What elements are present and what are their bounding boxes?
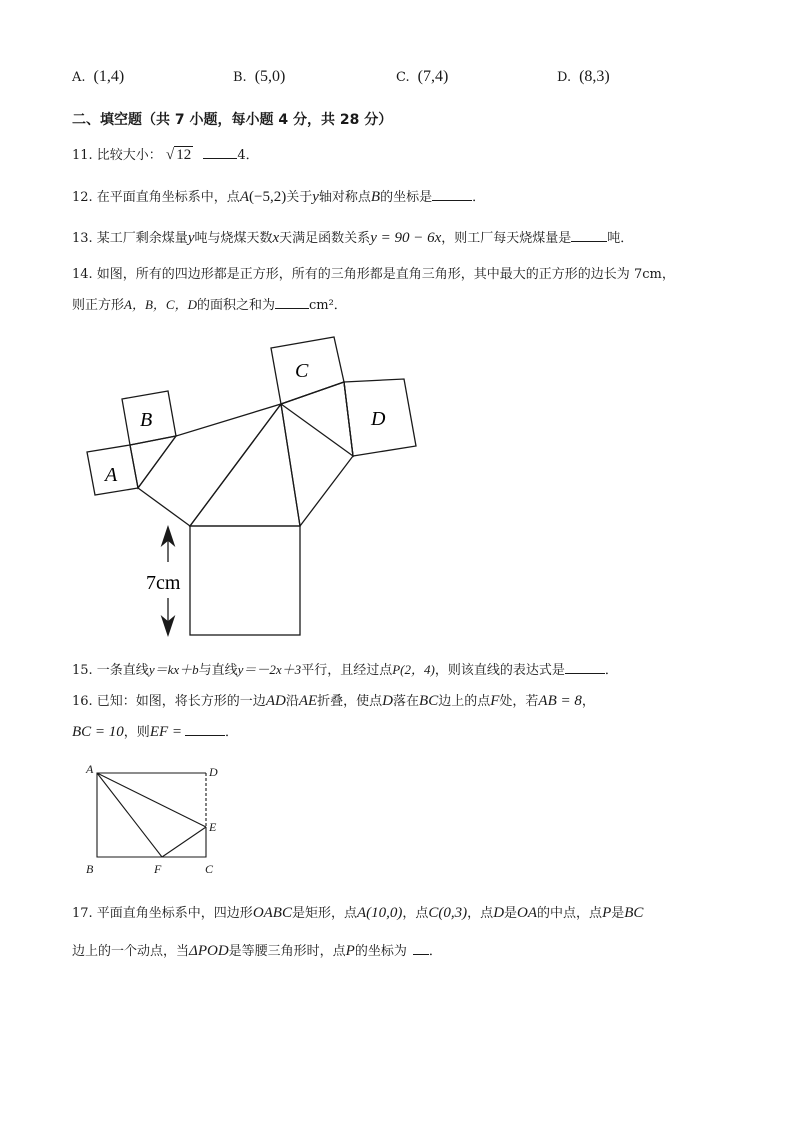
- q15-b: 与直线: [198, 663, 238, 678]
- option-d-value: (8,3): [579, 68, 610, 85]
- segment-fe: [162, 827, 206, 857]
- rectangle-solid: [97, 773, 206, 857]
- question-16-line-2: [72, 723, 238, 742]
- segment-af: [97, 773, 162, 857]
- q14-line2-a: 则正方形: [72, 298, 125, 313]
- q17-line1-g: 是: [611, 906, 625, 921]
- q16-ab: AB = 8: [538, 693, 582, 709]
- q12-coords: (−5,2): [248, 189, 287, 205]
- fig16-label-b: B: [86, 862, 94, 876]
- left-medium-square: [138, 404, 281, 526]
- section-title: 二、填空题（共 7 小题，每小题 4 分，共 28 分）: [72, 112, 393, 128]
- radical-sign-icon: √: [165, 147, 175, 163]
- q14-unit: cm²．: [308, 298, 347, 313]
- q13-blank: [571, 229, 607, 242]
- option-a-letter: A.: [72, 70, 86, 85]
- big-square: [190, 526, 300, 635]
- q14-line2-b: 的面积之和为: [196, 298, 275, 313]
- q15-c: 平行，且经过点: [301, 663, 393, 678]
- q16-line1-a: 16. 已知：如图，将长方形的一边: [72, 694, 266, 709]
- label-d: D: [371, 408, 386, 430]
- q16-line1-d: 落在: [393, 694, 420, 709]
- q13-x: x: [272, 230, 280, 246]
- fig16-label-c: C: [205, 862, 214, 876]
- q13-d: ，则工厂每天烧煤量是: [441, 231, 572, 246]
- q15-eq1: y＝kx＋b: [148, 662, 199, 677]
- q11-blank: [203, 146, 237, 159]
- q17-bc: BC: [624, 905, 644, 921]
- q15-eq2: y＝－2x＋3: [237, 662, 302, 677]
- q12-axis: y: [312, 189, 319, 205]
- q17-line1-b: 是矩形，点: [291, 906, 357, 921]
- q16-ad: AD: [265, 693, 286, 709]
- question-15: [72, 661, 618, 680]
- option-c-letter: C.: [396, 70, 410, 85]
- option-d-letter: D.: [557, 70, 572, 85]
- q17-oa: OA: [517, 905, 538, 921]
- q13-c: 天满足函数关系: [279, 231, 371, 246]
- q17-line2-b: 是等腰三角形时，点: [228, 944, 346, 959]
- question-13: [72, 229, 633, 248]
- fold-line-ae: [97, 773, 206, 827]
- q15-blank: [565, 661, 605, 674]
- q12-a: 12. 在平面直角坐标系中，点: [72, 190, 240, 205]
- option-b: [233, 68, 285, 86]
- q16-line1-b: 沿: [285, 694, 299, 709]
- q15-pt: P(2，4): [392, 662, 435, 677]
- q16-line1-c: 折叠，使点: [317, 694, 383, 709]
- q14-letters: A，B，C，D: [124, 297, 197, 312]
- figure-14: [80, 335, 425, 647]
- q11-tail: 4．: [237, 148, 259, 163]
- q13-formula: y = 90 − 6x: [370, 230, 442, 246]
- q12-pt2: B: [370, 189, 381, 205]
- q11-text: 11. 比较大小：: [72, 148, 162, 163]
- label-a: A: [105, 464, 118, 486]
- q12-blank: [432, 188, 472, 201]
- q16-bc: BC: [419, 693, 439, 709]
- question-14-line-1: 14. 如图，所有的四边形都是正方形，所有的三角形都是直角三角形，其中最大的正方形的边长为 7cm，: [72, 267, 675, 282]
- q17-a: A(10,0): [357, 905, 403, 921]
- figure-16: [80, 760, 230, 882]
- question-17-line-1: [72, 904, 643, 923]
- q16-ae: AE: [298, 693, 318, 709]
- right-medium-square: [281, 382, 353, 526]
- q14-blank: [275, 296, 309, 309]
- q17-line1-d: ，点: [467, 906, 494, 921]
- q12-end: ．: [472, 190, 486, 205]
- q16-bc-value: BC = 10: [72, 724, 124, 740]
- q13-y: y: [187, 230, 195, 246]
- fig16-label-f: F: [154, 862, 162, 876]
- option-b-letter: B.: [233, 70, 247, 85]
- q16-line1-e: 边上的点: [438, 694, 491, 709]
- q16-line1-g: ，: [581, 694, 595, 709]
- q15-a: 15. 一条直线: [72, 663, 149, 678]
- q17-oabc: OABC: [252, 905, 292, 921]
- q17-line1-e: 是: [504, 906, 518, 921]
- q17-blank: [413, 942, 429, 955]
- option-d: [557, 68, 610, 86]
- q16-line2-b: ，则: [123, 725, 150, 740]
- q17-tri: ΔPOD: [189, 943, 229, 959]
- q13-end: 吨．: [607, 231, 634, 246]
- q17-p: P: [602, 905, 612, 921]
- q12-point: A: [239, 189, 249, 205]
- right-small-triangle: [281, 382, 353, 456]
- label-b: B: [140, 409, 153, 431]
- q16-ef: EF =: [149, 724, 183, 740]
- label-c: C: [295, 360, 309, 382]
- q16-end: ．: [225, 725, 239, 740]
- dimension-label: 7cm: [146, 572, 181, 594]
- option-a-value: (1,4): [93, 68, 125, 85]
- q13-a: 13. 某工厂剩余煤量: [72, 231, 188, 246]
- question-16-line-1: [72, 692, 595, 711]
- q12-b: 关于: [286, 190, 313, 205]
- q17-line2-c: 的坐标为: [354, 944, 407, 959]
- q17-line2-a: 边上的一个动点，当: [72, 944, 190, 959]
- question-14-line-2: [72, 296, 347, 315]
- fig16-label-a: A: [86, 762, 94, 776]
- q17-line1-f: 的中点，点: [537, 906, 603, 921]
- q11-sqrt: [166, 146, 193, 163]
- option-c: [396, 68, 448, 86]
- option-b-value: (5,0): [254, 68, 286, 85]
- q16-blank: [185, 723, 225, 736]
- q15-d: ，则该直线的表达式是: [434, 663, 565, 678]
- q17-line1-c: ，点: [402, 906, 429, 921]
- option-a: [72, 68, 124, 86]
- q12-d: 的坐标是: [380, 190, 433, 205]
- question-11: [72, 146, 259, 165]
- q11-radicand: 12: [176, 147, 192, 163]
- q16-f: F: [490, 693, 500, 709]
- q17-line1-a: 17. 平面直角坐标系中，四边形: [72, 906, 253, 921]
- q17-p2: P: [345, 943, 355, 959]
- q13-b: 吨与烧煤天数: [194, 231, 273, 246]
- question-12: [72, 188, 485, 207]
- fig16-label-d: D: [209, 765, 218, 779]
- option-c-value: (7,4): [417, 68, 449, 85]
- q16-d: D: [382, 693, 394, 709]
- fig16-label-e: E: [209, 820, 217, 834]
- q17-c: C(0,3): [428, 905, 468, 921]
- q17-d: D: [493, 905, 505, 921]
- question-17-line-2: 边上的一个动点，当ΔPOD是等腰三角形时，点P的坐标为 ．: [72, 943, 442, 959]
- q16-line1-f: 处，若: [499, 694, 539, 709]
- q12-c: 轴对称点: [318, 190, 371, 205]
- q15-end: ．: [604, 663, 618, 678]
